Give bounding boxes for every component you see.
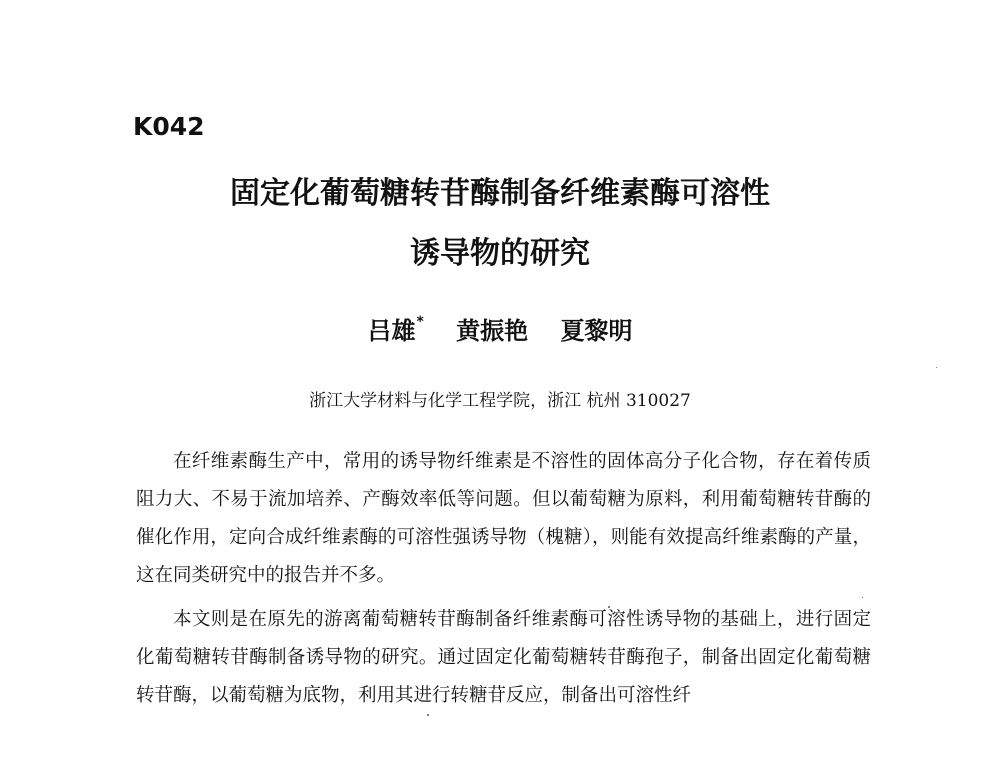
author-3	[561, 311, 633, 346]
author-2	[456, 311, 528, 346]
paper-title-line-2: 诱导物的研究	[410, 236, 590, 271]
paper-title-line-1: 固定化葡萄糖转苷酶制备纤维素酶可溶性	[230, 176, 770, 211]
scan-speck	[608, 606, 610, 608]
paper-code: K042	[133, 112, 205, 141]
paragraph: 本文则是在原先的游离葡萄糖转苷酶制备纤维素酶可溶性诱导物的基础上，进行固定化葡萄糖转苷酶制备诱导物的研究。通过固定化葡萄糖转苷酶孢子，制备出固定化葡萄糖转苷酶，以葡萄糖为底物，利用其进行转糖苷反应，制备出可溶性纤	[136, 609, 871, 706]
affiliation: 浙江大学材料与化学工程学院，浙江 杭州 310027	[309, 391, 691, 411]
author-list	[0, 311, 1000, 346]
paragraph: 在纤维素酶生产中，常用的诱导物纤维素是不溶性的固体高分子化合物，存在着传质阻力大、不易于流加培养、产酶效率低等问题。但以葡萄糖为原料，利用葡萄糖转苷酶的催化作用，定向合成纤维素酶的可溶性强诱导物（槐糖），则能有效提高纤维素酶的产量，这在同类研究中的报告并不多。	[136, 451, 871, 586]
corresponding-author-mark: *	[416, 314, 424, 330]
abstract-body	[136, 443, 871, 715]
scan-speck	[862, 597, 863, 598]
author-name: 黄振艳	[456, 317, 529, 345]
author-name: 吕雄	[367, 317, 416, 345]
scan-speck	[936, 367, 937, 368]
author-1	[367, 311, 423, 346]
scan-speck	[427, 714, 429, 716]
author-name: 夏黎明	[560, 317, 633, 345]
